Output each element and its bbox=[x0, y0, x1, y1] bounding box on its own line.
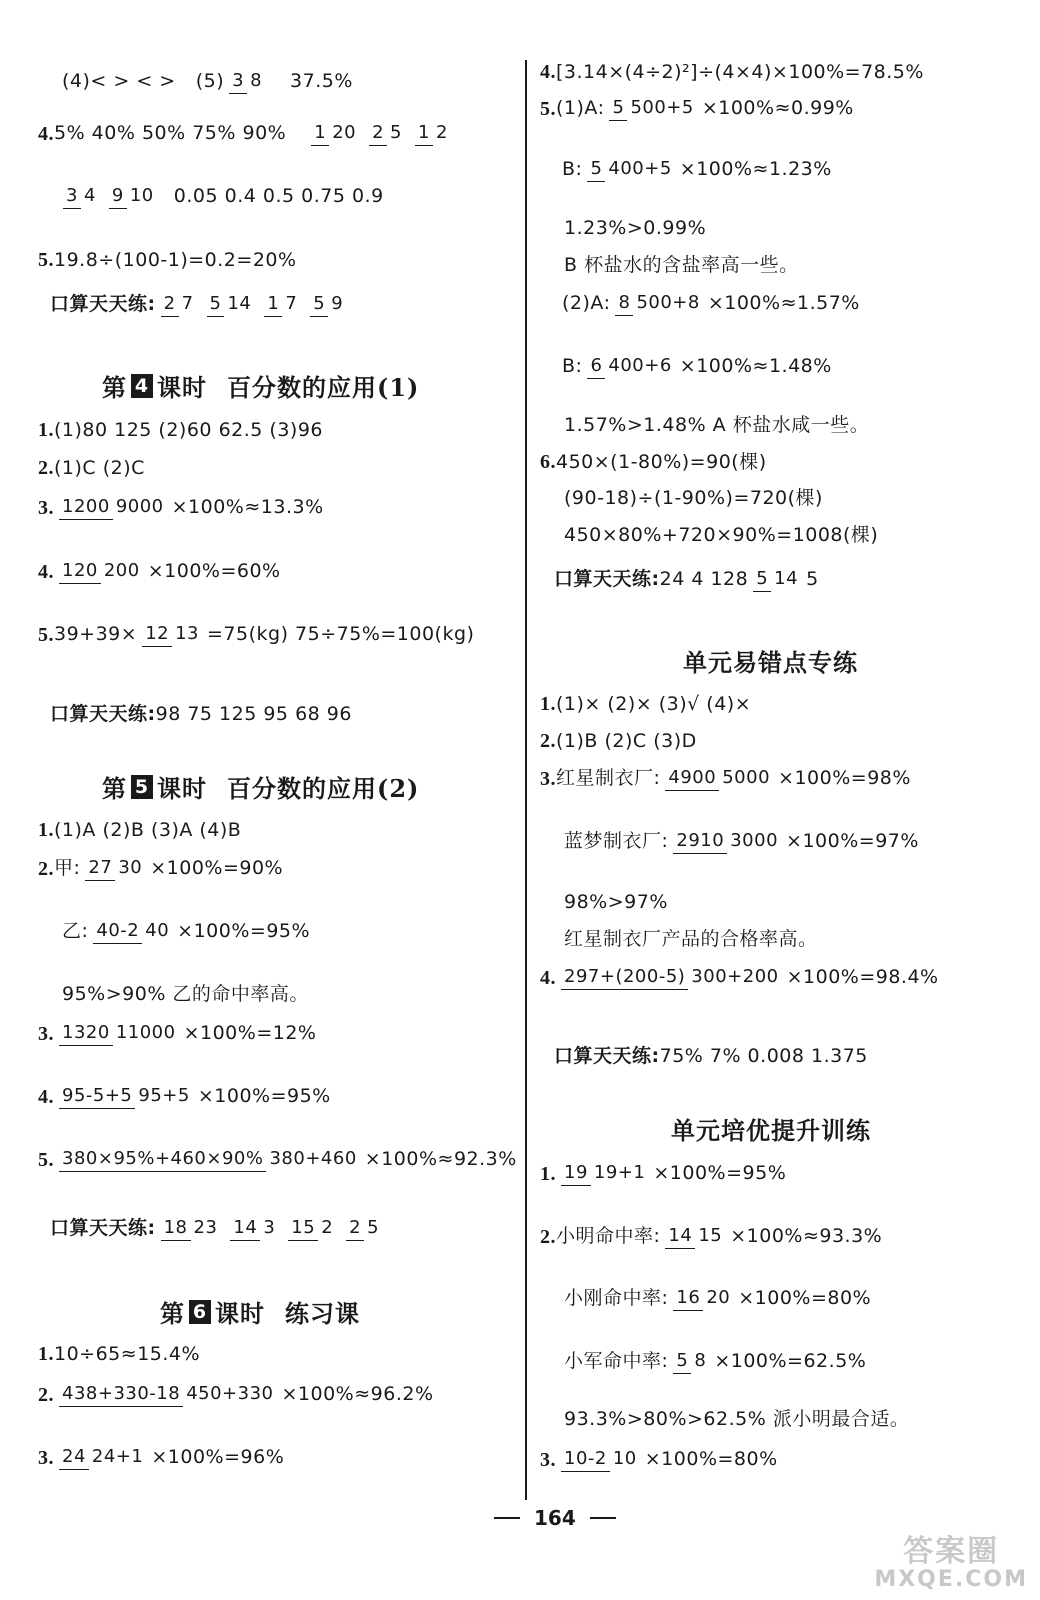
answer-line bbox=[38, 1085, 331, 1109]
page-number-dash bbox=[590, 1517, 616, 1519]
question-number: 4. bbox=[540, 966, 556, 989]
answer-text: ×100%≈1.23% bbox=[679, 158, 832, 181]
daily-practice bbox=[554, 1047, 868, 1066]
answer-text: 5 bbox=[806, 568, 819, 591]
answer-line bbox=[540, 452, 767, 472]
answer-line bbox=[564, 489, 823, 508]
fraction: 6 400+6 bbox=[587, 355, 674, 379]
answer-text: 红星制衣厂产品的合格率高。 bbox=[564, 928, 818, 950]
answer-text: 蓝梦制衣厂: bbox=[564, 830, 669, 853]
question-number: 4. bbox=[38, 560, 54, 583]
answer-text: ×100%≈13.3% bbox=[171, 496, 324, 519]
answer-text: ×100%=98.4% bbox=[786, 966, 939, 989]
question-number: 4. bbox=[38, 122, 54, 145]
answer-line bbox=[62, 985, 309, 1004]
fraction: 1 2 bbox=[415, 122, 451, 146]
answer-line bbox=[564, 830, 919, 854]
answer-line bbox=[562, 355, 832, 379]
answer-text: 乙: bbox=[62, 920, 89, 943]
fraction: 380×95%+460×90% 380+460 bbox=[59, 1148, 360, 1172]
answer-text: ×100%=62.5% bbox=[714, 1350, 867, 1373]
answer-line bbox=[38, 420, 323, 440]
answer-text: 39+39× bbox=[54, 623, 138, 646]
answer-line bbox=[564, 1410, 909, 1429]
answer-line bbox=[38, 1383, 434, 1407]
answer-text: 小刚命中率: bbox=[564, 1287, 669, 1310]
answer-text: [3.14×(4÷2)²]÷(4×4)×100%=78.5% bbox=[556, 60, 924, 83]
answer-text: 75% 7% 0.008 1.375 bbox=[659, 1045, 868, 1067]
section-title: 单元易错点专练 bbox=[683, 648, 858, 677]
question-number: 1. bbox=[540, 1162, 556, 1185]
question-number: 6. bbox=[540, 451, 556, 473]
column-divider bbox=[525, 60, 527, 1500]
lesson-number-badge: 6 bbox=[189, 1300, 211, 1324]
fraction: 120 200 bbox=[59, 560, 143, 584]
fraction: 10-2 10 bbox=[561, 1448, 640, 1472]
fraction: 2 7 bbox=[161, 293, 197, 317]
daily-practice-label: 口算天天练: bbox=[50, 293, 156, 316]
question-number: 3. bbox=[540, 1448, 556, 1471]
question-number: 5. bbox=[38, 1148, 54, 1171]
question-number: 5. bbox=[38, 623, 54, 646]
answer-text: =75(kg) 75÷75%=100(kg) bbox=[207, 623, 475, 646]
fraction: 14 3 bbox=[230, 1217, 278, 1241]
answer-line bbox=[540, 97, 854, 121]
answer-line bbox=[62, 70, 353, 94]
answer-line bbox=[564, 219, 706, 238]
section-heading: 第 5 课时 百分数的应用(2) bbox=[102, 769, 419, 804]
fraction: 2910 3000 bbox=[673, 830, 781, 854]
fraction: 95-5+5 95+5 bbox=[59, 1085, 193, 1109]
answer-text: 甲: bbox=[54, 857, 81, 880]
daily-practice-label: 口算天天练: bbox=[554, 1045, 660, 1067]
fraction: 3 4 bbox=[63, 185, 99, 209]
fraction: 12 13 bbox=[142, 623, 202, 647]
answer-text: ×100%≈1.48% bbox=[679, 355, 832, 378]
answer-text: 红星制衣厂: bbox=[556, 767, 661, 790]
answer-line bbox=[38, 1446, 284, 1470]
answer-line bbox=[38, 1344, 200, 1364]
fraction: 27 30 bbox=[85, 857, 145, 881]
fraction: 18 23 bbox=[161, 1217, 221, 1241]
question-number: 3. bbox=[38, 1446, 54, 1469]
question-number: 5. bbox=[540, 97, 556, 120]
daily-practice bbox=[50, 1217, 387, 1241]
fraction: 3 8 bbox=[229, 70, 265, 94]
fraction: 5 14 bbox=[207, 293, 255, 317]
answer-text: (1)80 125 (2)60 62.5 (3)96 bbox=[54, 418, 323, 441]
section-heading: 第 6 课时 练习课 bbox=[160, 1294, 360, 1329]
section-heading: 第 4 课时 百分数的应用(1) bbox=[102, 368, 419, 403]
answer-line bbox=[58, 185, 384, 209]
fraction: 15 2 bbox=[288, 1217, 336, 1241]
answer-text: (4)< > < > bbox=[62, 70, 176, 93]
answer-text: ×100%=80% bbox=[738, 1287, 872, 1310]
answer-text: ×100%=95% bbox=[653, 1162, 787, 1185]
watermark bbox=[874, 1535, 1028, 1592]
question-number: 2. bbox=[540, 1225, 556, 1248]
answer-line bbox=[540, 1162, 786, 1186]
daily-practice bbox=[554, 568, 819, 592]
question-number: 1. bbox=[540, 693, 556, 715]
answer-text: 95%>90% 乙的命中率高。 bbox=[62, 983, 309, 1005]
fraction: 5 8 bbox=[673, 1350, 709, 1374]
answer-text: 小军命中率: bbox=[564, 1350, 669, 1373]
answer-line bbox=[564, 416, 869, 435]
answer-line bbox=[540, 62, 924, 82]
fraction: 1 20 bbox=[311, 122, 359, 146]
answer-text: ×100%≈1.57% bbox=[707, 292, 860, 315]
answer-line bbox=[38, 250, 297, 270]
section-title: 百分数的应用(2) bbox=[227, 774, 420, 803]
daily-practice-label: 口算天天练: bbox=[554, 568, 660, 591]
answer-text: (1)A: bbox=[556, 97, 605, 120]
fraction: 16 20 bbox=[673, 1287, 733, 1311]
answer-text: 98 75 125 95 68 96 bbox=[155, 703, 352, 725]
answer-text: ×100%=96% bbox=[151, 1446, 285, 1469]
fraction: 1200 9000 bbox=[59, 496, 167, 520]
answer-text: (1)B (2)C (3)D bbox=[556, 729, 697, 752]
question-number: 2. bbox=[38, 1383, 54, 1406]
fraction: 1 7 bbox=[264, 293, 300, 317]
answer-line bbox=[62, 920, 310, 944]
answer-line bbox=[38, 857, 283, 881]
fraction: 5 500+5 bbox=[609, 97, 696, 121]
fraction: 24 24+1 bbox=[59, 1446, 146, 1470]
section-title: 百分数的应用(1) bbox=[227, 373, 420, 402]
answer-line bbox=[38, 496, 324, 520]
answer-line bbox=[564, 1287, 871, 1311]
fraction: 40-2 40 bbox=[93, 920, 172, 944]
answer-line bbox=[38, 122, 456, 146]
answer-line bbox=[562, 292, 860, 316]
section-heading bbox=[671, 1111, 871, 1146]
fraction: 438+330-18 450+330 bbox=[59, 1383, 277, 1407]
fraction: 5 9 bbox=[310, 293, 346, 317]
answer-text: 98%>97% bbox=[564, 891, 668, 913]
answer-text: ×100%≈96.2% bbox=[281, 1383, 434, 1406]
answer-text: ×100%=12% bbox=[183, 1022, 317, 1045]
answer-line bbox=[540, 1225, 882, 1249]
answer-text: ×100%≈93.3% bbox=[730, 1225, 883, 1248]
question-number: 1. bbox=[38, 819, 54, 841]
question-number: 1. bbox=[38, 1343, 54, 1365]
section-title: 练习课 bbox=[285, 1299, 360, 1328]
answer-text: 5% 40% 50% 75% 90% bbox=[54, 122, 287, 145]
fraction: 2 5 bbox=[369, 122, 405, 146]
question-number: 3. bbox=[38, 496, 54, 519]
answer-text: B: bbox=[562, 158, 583, 181]
answer-text: 450×(1-80%)=90(棵) bbox=[556, 450, 767, 473]
answer-text: ×100%=60% bbox=[147, 560, 281, 583]
answer-text: 10÷65≈15.4% bbox=[54, 1342, 201, 1365]
fraction: 4900 5000 bbox=[665, 767, 773, 791]
answer-line bbox=[540, 1448, 778, 1472]
answer-text: (5) bbox=[195, 70, 225, 93]
fraction: 5 400+5 bbox=[587, 158, 674, 182]
answer-text: 93.3%>80%>62.5% 派小明最合适。 bbox=[564, 1408, 910, 1430]
answer-text: 小明命中率: bbox=[556, 1225, 661, 1248]
section-heading bbox=[683, 643, 858, 678]
answer-line bbox=[564, 1350, 866, 1374]
question-number: 4. bbox=[38, 1085, 54, 1108]
answer-text: ×100%=95% bbox=[177, 920, 311, 943]
question-number: 1. bbox=[38, 419, 54, 441]
question-number: 3. bbox=[540, 767, 556, 790]
answer-text: B 杯盐水的含盐率高一些。 bbox=[564, 254, 799, 276]
answer-line bbox=[564, 526, 878, 545]
answer-text: (2)A: bbox=[562, 292, 611, 315]
answer-text: ×100%=97% bbox=[786, 830, 919, 853]
daily-practice bbox=[50, 705, 352, 724]
fraction: 2 5 bbox=[346, 1217, 382, 1241]
answer-text: 450×80%+720×90%=1008(棵) bbox=[564, 524, 879, 546]
answer-text: 1.23%>0.99% bbox=[564, 217, 707, 239]
fraction: 19 19+1 bbox=[561, 1162, 648, 1186]
answer-line bbox=[564, 256, 799, 275]
watermark-logo-text: 答案圈 bbox=[903, 1533, 1000, 1569]
answer-text: ×100%=98% bbox=[778, 767, 911, 790]
answer-line bbox=[540, 966, 939, 990]
page-number-text: 164 bbox=[534, 1506, 576, 1530]
answer-text: 1.57%>1.48% A 杯盐水咸一些。 bbox=[564, 414, 870, 436]
answer-line bbox=[540, 731, 697, 751]
daily-practice-label: 口算天天练: bbox=[50, 703, 156, 725]
fraction: 8 500+8 bbox=[615, 292, 702, 316]
answer-text: (90-18)÷(1-90%)=720(棵) bbox=[564, 487, 823, 509]
answer-text: 0.05 0.4 0.5 0.75 0.9 bbox=[173, 185, 384, 208]
answer-text: ×100%=90% bbox=[150, 857, 284, 880]
answer-text: ×100%≈92.3% bbox=[364, 1148, 517, 1171]
question-number: 3. bbox=[38, 1022, 54, 1045]
fraction: 297+(200-5) 300+200 bbox=[561, 966, 782, 990]
daily-practice-label: 口算天天练: bbox=[50, 1217, 156, 1240]
answer-line bbox=[564, 930, 818, 949]
answer-line bbox=[38, 820, 241, 840]
question-number: 2. bbox=[38, 857, 54, 880]
answer-line bbox=[38, 1022, 316, 1046]
answer-line bbox=[540, 767, 911, 791]
answer-text: 24 4 128 bbox=[659, 568, 749, 591]
answer-text: (1)C (2)C bbox=[54, 456, 145, 479]
answer-line bbox=[564, 893, 668, 912]
page-number-dash bbox=[494, 1517, 520, 1519]
watermark-url: MXQE.COM bbox=[874, 1566, 1028, 1592]
answer-text: ×100%=95% bbox=[197, 1085, 331, 1108]
fraction: 1320 11000 bbox=[59, 1022, 179, 1046]
answer-line bbox=[38, 560, 281, 584]
answer-text: ×100%≈0.99% bbox=[701, 97, 854, 120]
answer-line bbox=[38, 623, 474, 647]
question-number: 2. bbox=[540, 730, 556, 752]
question-number: 4. bbox=[540, 61, 556, 83]
answer-text: ×100%=80% bbox=[644, 1448, 778, 1471]
fraction: 14 15 bbox=[665, 1225, 725, 1249]
lesson-number-badge: 5 bbox=[131, 775, 153, 799]
fraction: 9 10 bbox=[109, 185, 157, 209]
page-number bbox=[480, 1506, 630, 1530]
answer-text: (1)A (2)B (3)A (4)B bbox=[54, 818, 242, 841]
daily-practice bbox=[50, 293, 351, 317]
fraction: 5 14 bbox=[753, 568, 801, 592]
answer-text: (1)× (2)× (3)√ (4)× bbox=[556, 692, 752, 715]
answer-line bbox=[38, 1148, 517, 1172]
answer-line bbox=[38, 458, 145, 478]
answer-text: 19.8÷(100-1)=0.2=20% bbox=[54, 248, 297, 271]
question-number: 5. bbox=[38, 249, 54, 271]
lesson-number-badge: 4 bbox=[131, 374, 153, 398]
answer-text: B: bbox=[562, 355, 583, 378]
question-number: 2. bbox=[38, 457, 54, 479]
answer-text: 37.5% bbox=[290, 70, 353, 93]
answer-line bbox=[540, 694, 751, 714]
section-title: 单元培优提升训练 bbox=[671, 1116, 871, 1145]
answer-line bbox=[562, 158, 832, 182]
